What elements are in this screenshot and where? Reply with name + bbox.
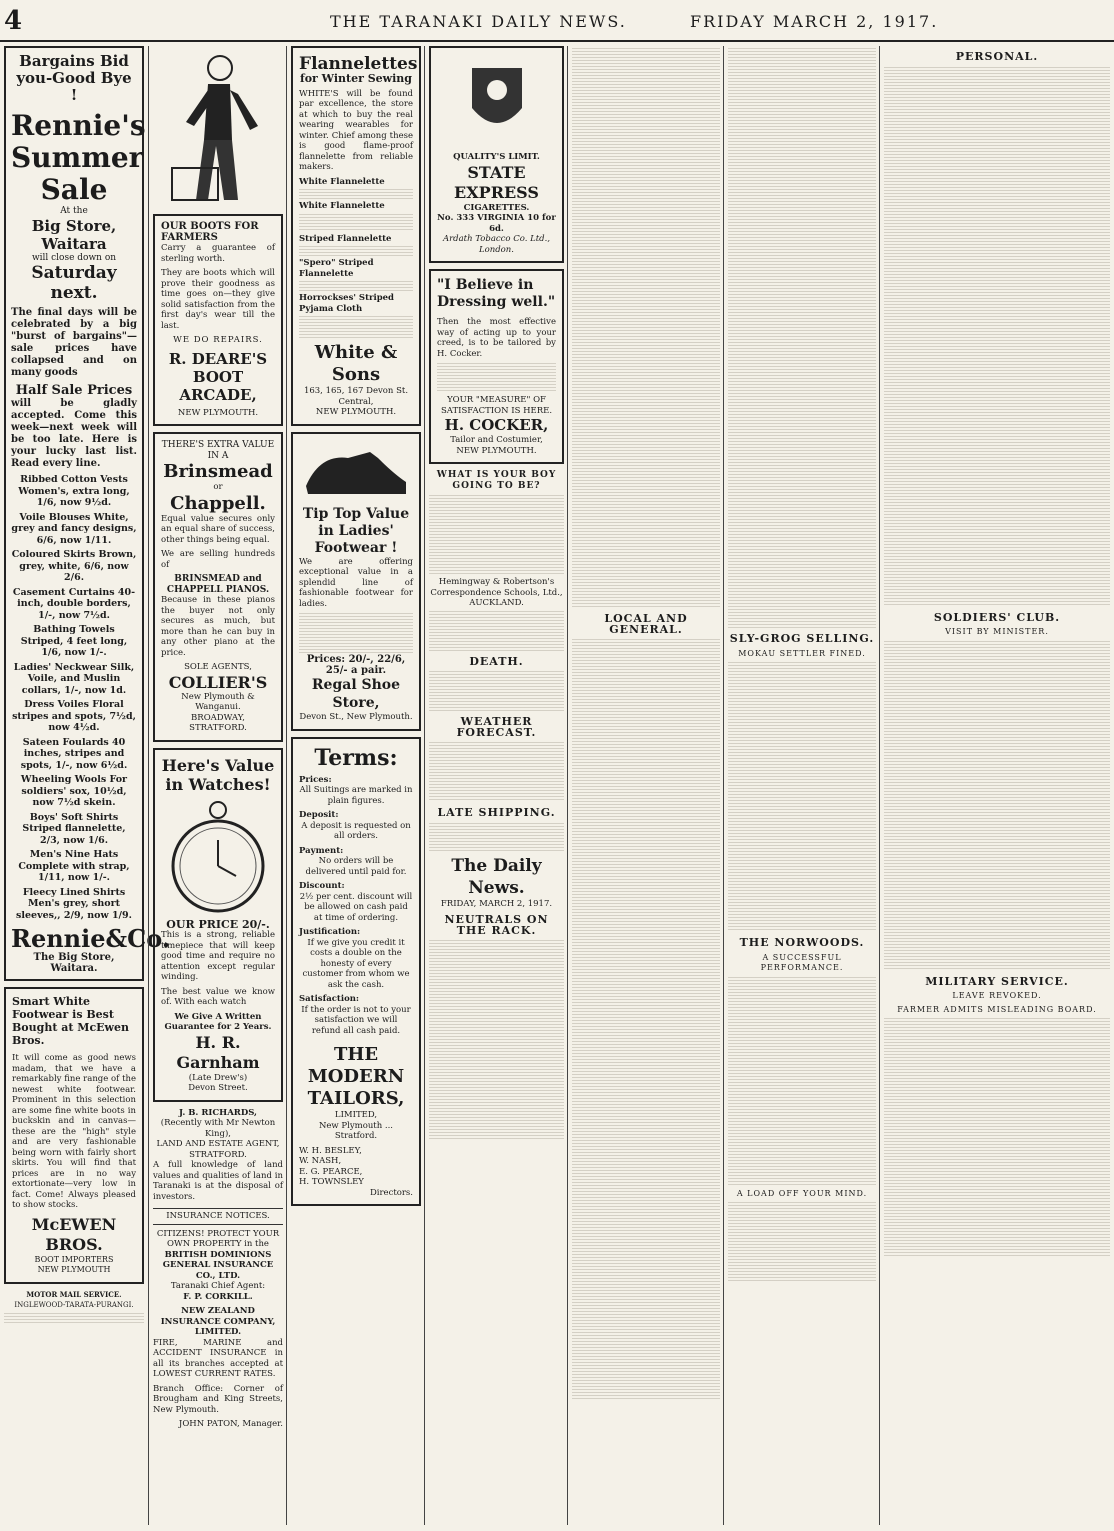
farmer-subheading: FARMER ADMITS MISLEADING BOARD. bbox=[897, 1004, 1097, 1014]
text-filler bbox=[299, 214, 413, 232]
flannelette-item: Striped Flannelette bbox=[299, 233, 392, 244]
text-filler bbox=[429, 823, 564, 853]
rennie-sale-1: Summer bbox=[11, 141, 144, 174]
leave-subheading: LEAVE REVOKED. bbox=[952, 991, 1042, 1000]
richards-role: LAND AND ESTATE AGENT, bbox=[156, 1139, 280, 1149]
death-heading: DEATH. bbox=[469, 654, 524, 668]
insurance-citizens: CITIZENS! PROTECT YOUR OWN PROPERTY in the bbox=[156, 1228, 280, 1249]
garnham-body-2: The best value we know of. With each watch bbox=[161, 986, 275, 1007]
rennie-intro: The final days will be celebrated by a big "burst of bargains"—sale prices have collapsed and on many goods bbox=[11, 307, 137, 378]
column-1 bbox=[4, 46, 171, 1525]
deare-town: NEW PLYMOUTH. bbox=[177, 407, 259, 418]
column-7 bbox=[884, 46, 1110, 1525]
cocker-trade: Tailor and Costumier, bbox=[450, 435, 543, 445]
watch-illustration bbox=[168, 798, 268, 916]
rennie-footer-store: The Big Store, Waitara. bbox=[33, 952, 115, 974]
norwoods-heading: THE NORWOODS. bbox=[739, 936, 865, 949]
shipping-heading: LATE SHIPPING. bbox=[437, 806, 556, 819]
text-filler bbox=[884, 1018, 1110, 1258]
modern-tailors-towns: New Plymouth ... Stratford. bbox=[318, 1120, 394, 1141]
colliers-towns: New Plymouth & Wanganui. bbox=[181, 691, 255, 712]
neutrals-heading: NEUTRALS ON THE RACK. bbox=[444, 913, 549, 937]
rennie-store: Big Store, Waitara bbox=[31, 216, 117, 253]
garnham-guarantee: We Give A Written Guarantee for 2 Years. bbox=[164, 1011, 272, 1032]
rennie-footer-name: Rennie&Co. bbox=[11, 924, 171, 953]
farmer-illustration bbox=[158, 50, 278, 210]
visit-subheading: VISIT BY MINISTER. bbox=[945, 627, 1049, 636]
text-filler bbox=[299, 246, 413, 256]
flannelettes-ad bbox=[291, 46, 421, 426]
masthead bbox=[0, 0, 1114, 44]
motor-title: MOTOR MAIL SERVICE. bbox=[26, 1289, 122, 1299]
terms-head: Payment: bbox=[299, 845, 344, 856]
director: W. NASH, bbox=[299, 1156, 342, 1166]
newspaper-title: THE TARANAKI DAILY NEWS. bbox=[330, 12, 627, 31]
deare-body-1: Carry a guarantee of sterling worth. bbox=[161, 243, 275, 264]
flannelette-item: White Flannelette bbox=[299, 201, 385, 211]
terms-section bbox=[299, 775, 413, 807]
flannelettes-sub: for Winter Sewing bbox=[299, 72, 412, 85]
brinsmead-body-1: Equal value secures only an equal share of success, other things being equal. bbox=[161, 513, 275, 545]
text-filler bbox=[728, 977, 876, 1187]
mcewen-line-2: NEW PLYMOUTH bbox=[37, 1265, 111, 1274]
shoe-illustration bbox=[300, 444, 412, 502]
text-filler bbox=[429, 611, 564, 651]
text-filler bbox=[572, 639, 720, 1399]
flannelette-item: "Spero" Striped Flannelette bbox=[299, 258, 374, 279]
brinsmead-ad bbox=[153, 432, 283, 742]
boy-signature: Hemingway & Robertson's Correspondence Schools, Ltd., AUCKLAND. bbox=[430, 577, 563, 608]
mcewen-name: McEWEN BROS. bbox=[31, 1214, 117, 1254]
regal-name: Regal Shoe Store, bbox=[311, 677, 401, 711]
column-rule bbox=[286, 46, 287, 1525]
motor-route: INGLEWOOD-TARATA-PURANGI. bbox=[14, 1301, 134, 1309]
state-express-brand: STATE EXPRESS bbox=[454, 162, 539, 202]
tiptop-title: Tip Top Value in Ladies' Footwear ! bbox=[302, 505, 410, 556]
chappell-name: Chappell. bbox=[170, 492, 266, 514]
text-filler bbox=[4, 1313, 144, 1323]
text-filler bbox=[299, 189, 413, 199]
load-heading: A LOAD OFF YOUR MIND. bbox=[736, 1188, 868, 1198]
masthead-rule bbox=[0, 40, 1114, 42]
insurance-nz: NEW ZEALAND INSURANCE COMPANY, LIMITED. bbox=[160, 1306, 276, 1337]
text-filler bbox=[728, 48, 876, 628]
cocker-ad bbox=[429, 269, 564, 464]
mokau-subheading: MOKAU SETTLER FINED. bbox=[738, 648, 866, 658]
column-rule bbox=[424, 46, 425, 1525]
rennie-item: Boys' Soft Shirts Striped flannelette, 2/3, now 1/6. bbox=[22, 811, 126, 846]
terms-ad bbox=[291, 737, 421, 1207]
terms-section bbox=[299, 881, 413, 923]
rennie-item: Ladies' Neckwear Silk, Voile, and Muslin collars, 1/-, now 1d. bbox=[13, 661, 135, 696]
director: H. TOWNSLEY bbox=[299, 1177, 364, 1187]
boy-heading: WHAT IS YOUR BOY GOING TO BE? bbox=[436, 470, 557, 491]
director: W. H. BESLEY, bbox=[299, 1145, 362, 1156]
cocker-body: Then the most effective way of acting up to your creed, is to be tailored by H. Cocker. bbox=[437, 317, 556, 359]
state-express-num: No. 333 VIRGINIA 10 for 6d. bbox=[437, 213, 556, 234]
rennie-item: Sateen Foulards 40 inches, stripes and spots, 1/-, now 6½d. bbox=[20, 736, 128, 771]
garnham-street: Devon Street. bbox=[188, 1083, 248, 1093]
deare-body-2: They are boots which will prove their goodness as time goes on—they give solid satisfaction from the first day's wear till the last. bbox=[161, 268, 275, 331]
state-express-ad bbox=[429, 46, 564, 263]
column-3 bbox=[291, 46, 421, 1525]
state-express-title: QUALITY'S LIMIT. bbox=[453, 152, 540, 162]
cocker-town: NEW PLYMOUTH. bbox=[456, 445, 537, 456]
personal-heading: PERSONAL. bbox=[955, 50, 1039, 63]
deare-name: R. DEARE'S BOOT ARCADE, bbox=[168, 349, 268, 404]
issue-date: FRIDAY MARCH 2, 1917. bbox=[690, 12, 939, 31]
text-filler bbox=[299, 316, 413, 340]
flannelette-item: White Flannelette bbox=[299, 176, 385, 187]
rennie-sale-2: Sale bbox=[40, 173, 108, 206]
rennie-day: Saturday next. bbox=[31, 263, 117, 303]
rennie-item: Voile Blouses White, grey and fancy designs, 6/6, now 1/11. bbox=[11, 511, 137, 546]
text-filler bbox=[429, 940, 564, 1140]
colliers-street: BROADWAY, STRATFORD. bbox=[189, 712, 247, 733]
text-filler bbox=[299, 613, 413, 653]
paper-masthead: The Daily News. bbox=[451, 855, 542, 898]
terms-head: Deposit: bbox=[299, 810, 339, 820]
rennie-item: Dress Voiles Floral stripes and spots, 7½d, now 4½d. bbox=[12, 699, 136, 733]
insurance-agent-title: Taranaki Chief Agent: bbox=[170, 1281, 266, 1291]
garnham-title: Here's Value in Watches! bbox=[161, 755, 275, 794]
tiptop-ad bbox=[291, 432, 421, 731]
paper-date: FRIDAY, MARCH 2, 1917. bbox=[440, 898, 553, 909]
local-heading: LOCAL AND GENERAL. bbox=[604, 612, 688, 636]
terms-head: Discount: bbox=[299, 881, 345, 891]
column-4 bbox=[429, 46, 564, 1525]
rennie-close: will close down on bbox=[31, 252, 117, 263]
insurance-agent: F. P. CORKILL. bbox=[183, 1291, 253, 1302]
weather-heading: WEATHER FORECAST. bbox=[456, 715, 537, 739]
white-sons-town: NEW PLYMOUTH. bbox=[315, 407, 397, 417]
modern-tailors-limited: LIMITED, bbox=[334, 1110, 378, 1120]
mcewen-body: It will come as good news madam, that we have a remarkably fine range of the newest white footwear. Prominent in this selection are some fine white boots in buckskin and in canvas—these are the "high" style and are very fashionable being worn with fairly short skirts. You will find that prices are in no way extortionate—very low in fact. Come! Always pleased to show stocks. bbox=[12, 1053, 136, 1210]
insurance-office: Branch Office: Corner of Brougham and King Streets, New Plymouth. bbox=[153, 1383, 283, 1415]
text-filler bbox=[429, 671, 564, 711]
column-5 bbox=[572, 46, 720, 1525]
column-rule bbox=[567, 46, 568, 1525]
state-express-product: CIGARETTES. bbox=[463, 202, 530, 213]
insurance-manager: JOHN PATON, Manager. bbox=[178, 1419, 283, 1429]
terms-section bbox=[299, 810, 413, 842]
terms-section bbox=[299, 994, 413, 1036]
rennie-item: Casement Curtains 40-inch, double borders, 1/-, now 7½d. bbox=[12, 586, 136, 621]
rennie-item-list bbox=[11, 474, 137, 921]
garnham-body: This is a strong, reliable timepiece that will keep good time and require no attention except regular winding. bbox=[161, 930, 275, 982]
text-filler bbox=[728, 662, 876, 932]
column-2 bbox=[153, 46, 283, 1525]
garnham-sub: (Late Drew's) bbox=[188, 1072, 248, 1083]
directors-list bbox=[299, 1146, 413, 1199]
brinsmead-name: Brinsmead bbox=[163, 461, 273, 482]
page-number: 4 bbox=[4, 6, 23, 36]
terms-head: Justification: bbox=[299, 927, 361, 937]
rennie-item: Ribbed Cotton Vests Women's, extra long, 1/6, now 9½d. bbox=[18, 474, 130, 508]
brinsmead-pianos: BRINSMEAD and CHAPPELL PIANOS. bbox=[166, 574, 270, 595]
terms-section bbox=[299, 927, 413, 990]
cocker-name: H. COCKER, bbox=[444, 416, 549, 434]
column-rule bbox=[148, 46, 149, 1525]
garnham-name: H. R. Garnham bbox=[176, 1032, 260, 1072]
terms-title: Terms: bbox=[314, 744, 398, 771]
soldiers-heading: SOLDIERS' CLUB. bbox=[933, 610, 1061, 624]
text-filler bbox=[572, 48, 720, 608]
norwoods-subheading: A SUCCESSFUL PERFORMANCE. bbox=[760, 952, 844, 972]
terms-text: No orders will be delivered until paid for. bbox=[305, 856, 407, 877]
text-filler bbox=[299, 281, 413, 291]
director: E. G. PEARCE, bbox=[299, 1166, 363, 1177]
deare-repair: WE DO REPAIRS. bbox=[173, 335, 263, 345]
mcewen-headline: Smart White Footwear is Best Bought at McEwen Bros. bbox=[12, 995, 129, 1047]
rennie-body: will be gladly accepted. Come this week—next week will be too late. Here is your lucky last list. Read every line. bbox=[11, 398, 137, 469]
terms-head: Prices: bbox=[299, 774, 332, 785]
terms-text: If the order is not to your satisfaction we will refund all cash paid. bbox=[301, 1004, 411, 1036]
column-rule bbox=[723, 46, 724, 1525]
insurance-header: INSURANCE NOTICES. bbox=[153, 1208, 283, 1225]
brinsmead-body-3: Because in these pianos the buyer not only secures as much, but more than he can buy in any other piano at the price. bbox=[161, 595, 275, 658]
rennie-half: Half Sale Prices bbox=[15, 383, 133, 398]
slygrog-heading: SLY-GROG SELLING. bbox=[729, 632, 875, 645]
rennie-name: Rennie's bbox=[11, 109, 146, 142]
terms-text: All Suitings are marked in plain figures. bbox=[299, 785, 413, 806]
rennie-item: Fleecy Lined Shirts Men's grey, short sleeves,, 2/9, now 1/9. bbox=[16, 886, 132, 921]
terms-text: If we give you credit it costs a double on the honesty of every customer from whom we ask the cash. bbox=[302, 937, 410, 990]
colliers-name: COLLIER'S bbox=[168, 672, 268, 692]
richards-body: A full knowledge of land values and qualities of land in Taranaki is at the disposal of investors. bbox=[153, 1160, 283, 1202]
flannelettes-body: WHITE'S will be found par excellence, the store at which to buy the real wearing wearables for winter. Chief among these is good flame-proof flannelette from reliable makers. bbox=[299, 88, 413, 172]
rennie-item: Men's Nine Hats Complete with strap, 1/11, now 1/-. bbox=[18, 849, 130, 883]
richards-ad bbox=[153, 1108, 283, 1203]
text-filler bbox=[437, 363, 556, 393]
rennie-ad bbox=[4, 46, 171, 981]
richards-name: J. B. RICHARDS, bbox=[178, 1107, 258, 1118]
rennie-item: Bathing Towels Striped, 4 feet long, 1/6, now 1/-. bbox=[20, 624, 128, 658]
text-filler bbox=[884, 641, 1110, 971]
tiptop-prices: Prices: 20/-, 22/6, 25/- a pair. bbox=[306, 654, 406, 676]
state-express-maker: Ardath Tobacco Co. Ltd., London. bbox=[442, 234, 551, 255]
modern-tailors-name: THE MODERN TAILORS, bbox=[307, 1044, 405, 1109]
terms-head: Satisfaction: bbox=[299, 994, 360, 1004]
white-sons-name: White & Sons bbox=[314, 342, 398, 385]
text-filler bbox=[429, 742, 564, 802]
richards-town: STRATFORD. bbox=[189, 1149, 247, 1160]
rennie-headline: Bargains Bid you-Good Bye ! bbox=[16, 52, 132, 104]
deare-title: OUR BOOTS FOR FARMERS bbox=[161, 221, 259, 243]
garnham-price: OUR PRICE 20/-. bbox=[166, 917, 270, 931]
mcewen-ad bbox=[4, 987, 144, 1284]
terms-text: A deposit is requested on all orders. bbox=[301, 820, 411, 841]
text-filler bbox=[728, 1202, 876, 1282]
column-6 bbox=[728, 46, 876, 1525]
brinsmead-body-2: We are selling hundreds of bbox=[161, 549, 275, 570]
crest-icon bbox=[462, 58, 532, 148]
insurance-fire: FIRE, MARINE and ACCIDENT INSURANCE in all its branches accepted at LOWEST CURRENT RATES. bbox=[153, 1337, 283, 1379]
text-filler bbox=[884, 67, 1110, 607]
terms-text: 2½ per cent. discount will be allowed on cash paid at time of ordering. bbox=[299, 891, 413, 923]
deare-ad bbox=[153, 214, 283, 426]
tiptop-body: We are offering exceptional value in a splendid line of fashionable footwear for ladies. bbox=[299, 556, 413, 609]
garnham-ad bbox=[153, 748, 283, 1102]
text-filler bbox=[429, 495, 564, 575]
terms-section bbox=[299, 846, 413, 878]
brinsmead-or: or bbox=[213, 482, 223, 492]
regal-street: Devon St., New Plymouth. bbox=[299, 712, 413, 722]
white-sons-address: 163, 165, 167 Devon St. Central, bbox=[303, 386, 409, 407]
richards-sub: (Recently with Mr Newton King), bbox=[160, 1118, 276, 1139]
brinsmead-sole: SOLE AGENTS, bbox=[184, 662, 252, 672]
column-rule bbox=[879, 46, 880, 1525]
rennie-item: Coloured Skirts Brown, grey, white, 6/6, now 2/6. bbox=[11, 549, 137, 583]
cocker-measure: YOUR "MEASURE" OF SATISFACTION IS HERE. bbox=[440, 395, 553, 416]
cocker-quote: "I Believe in Dressing well." bbox=[437, 277, 556, 310]
military-heading: MILITARY SERVICE. bbox=[925, 974, 1069, 988]
mcewen-line-1: BOOT IMPORTERS bbox=[34, 1254, 114, 1264]
flannelettes-title: Flannelettes bbox=[299, 54, 418, 74]
insurance-company: BRITISH DOMINIONS GENERAL INSURANCE CO., LTD. bbox=[162, 1249, 274, 1281]
directors-label: Directors. bbox=[369, 1187, 413, 1198]
flannelette-item: Horrockses' Striped Pyjama Cloth bbox=[299, 293, 394, 314]
rennie-at: At the bbox=[60, 206, 88, 216]
rennie-item: Wheeling Wools For soldiers' sox, 10½d, now 7½d skein. bbox=[20, 774, 128, 808]
brinsmead-title: THERE'S EXTRA VALUE IN A bbox=[161, 440, 275, 461]
